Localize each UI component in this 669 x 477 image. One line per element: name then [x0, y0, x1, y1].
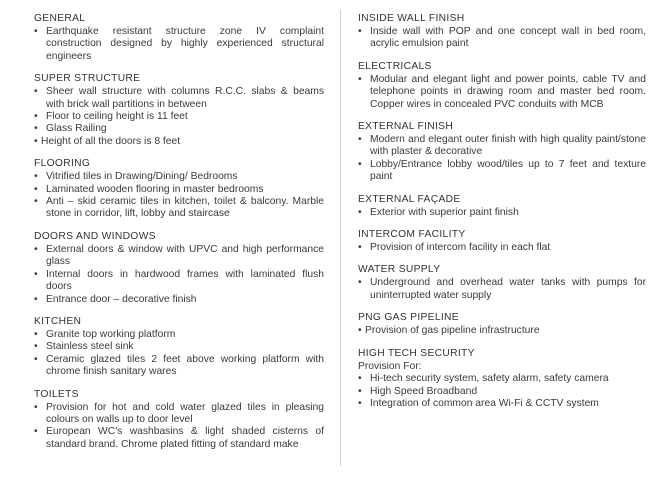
- list-item: • Granite top working platform: [34, 328, 176, 340]
- bullet-icon: •: [34, 196, 38, 208]
- bullet-icon: •: [358, 242, 362, 254]
- list-item: • European WC's washbasins & light shaded cisterns of standard brand. Chrome plated fitting of standard make: [34, 426, 324, 450]
- bullet-icon: •: [34, 243, 38, 255]
- list-item: • Stainless steel sink: [34, 341, 134, 353]
- section-super-structure: [34, 72, 324, 148]
- section-title: FLOORING: [34, 158, 91, 170]
- section-title: GENERAL: [34, 13, 86, 24]
- list-item: • Inside wall with POP and one concept wall in bed room, acrylic emulsion paint: [358, 26, 646, 50]
- bullet-icon: •: [358, 277, 362, 289]
- list-item: • Underground and overhead water tanks with pumps for uninterrupted water supply: [358, 277, 646, 301]
- section-kitchen: [34, 315, 324, 379]
- section-external-facade: [358, 193, 646, 219]
- list-item: • Provision for hot and cold water glazed tiles in pleasing colours on walls up to door level: [34, 401, 324, 425]
- section-title: WATER SUPPLY: [358, 264, 441, 276]
- bullet-icon: •: [34, 401, 38, 413]
- section-general: [34, 12, 324, 63]
- section-electricals: [358, 60, 646, 111]
- bullet-icon: •: [34, 183, 38, 195]
- section-toilets: [34, 388, 324, 452]
- list-item: • Provision of intercom facility in each flat: [358, 242, 551, 254]
- bullet-icon: •: [358, 134, 362, 146]
- list-item: • Internal doors in hardwood frames with laminated flush doors: [34, 268, 324, 293]
- bullet-icon: •: [358, 206, 362, 218]
- list-item: • High Speed Broadband: [358, 385, 478, 397]
- bullet-icon: •: [34, 341, 38, 353]
- list-item: • Height of all the doors is 8 feet: [34, 135, 181, 147]
- bullet-icon: •: [358, 385, 362, 397]
- section-external-finish: [358, 120, 646, 184]
- section-title: INSIDE WALL FINISH: [358, 13, 465, 24]
- list-item: • Provision of gas pipeline infrastructure: [358, 325, 540, 337]
- section-title: ELECTRICALS: [358, 60, 432, 72]
- list-item: • Laminated wooden flooring in master bedrooms: [34, 183, 264, 195]
- section-subtitle: Provision For:: [358, 360, 422, 372]
- bullet-icon: •: [358, 373, 362, 385]
- list-item: • Modular and elegant light and power points, cable TV and telephone points in drawing room and master bed room. Copper wires in concealed PVC conduits with MCB: [358, 73, 646, 110]
- list-item: • Floor to ceiling height is 11 feet: [34, 111, 188, 123]
- list-item: • Hi-tech security system, safety alarm, safety camera: [358, 373, 609, 385]
- list-item: • Sheer wall structure with columns R.C.C. slabs & beams with brick wall partitions in between: [34, 86, 324, 110]
- section-title: EXTERNAL FINISH: [358, 121, 454, 133]
- section-water-supply: [358, 263, 646, 302]
- list-item: • Lobby/Entrance lobby wood/tiles up to 7 feet and texture paint: [358, 158, 646, 183]
- list-item: • Integration of common area Wi-Fi & CCTV system: [358, 398, 599, 409]
- bullet-icon: •: [34, 328, 38, 340]
- list-item: • Modern and elegant outer finish with high quality paint/stone with plaster & decorative: [358, 134, 646, 158]
- list-item: • Entrance door – decorative finish: [34, 293, 197, 305]
- section-high-tech-security: [358, 347, 646, 411]
- bullet-icon: •: [34, 426, 38, 438]
- column-divider: [340, 10, 341, 466]
- bullet-icon: •: [358, 73, 362, 85]
- bullet-icon: •: [34, 86, 38, 98]
- list-item: • External doors & window with UPVC and high performance glass: [34, 243, 324, 268]
- section-title: TOILETS: [34, 388, 79, 400]
- list-item: • Earthquake resistant structure zone IV complaint construction designed by highly experienced structural engineers: [34, 26, 324, 62]
- bullet-icon: •: [358, 26, 362, 37]
- bullet-icon: •: [358, 398, 362, 409]
- section-title: INTERCOM FACILITY: [358, 229, 466, 241]
- bullet-icon: •: [358, 158, 362, 170]
- section-title: HIGH TECH SECURITY: [358, 347, 475, 359]
- section-intercom-facility: [358, 228, 646, 254]
- section-title: SUPER STRUCTURE: [34, 73, 141, 85]
- right-column: [358, 12, 646, 419]
- list-item: • Ceramic glazed tiles 2 feet above working platform with chrome finish sanitary wares: [34, 353, 324, 378]
- bullet-icon: •: [34, 111, 38, 123]
- section-title: EXTERNAL FAÇADE: [358, 193, 461, 205]
- bullet-icon: •: [34, 293, 38, 305]
- section-title: DOORS AND WINDOWS: [34, 230, 156, 242]
- list-item: • Glass Railing: [34, 123, 107, 135]
- bullet-icon: •: [34, 268, 38, 280]
- section-flooring: [34, 157, 324, 221]
- list-item: • Anti – skid ceramic tiles in kitchen, toilet & balcony. Marble stone in corridor, lift, lobby and staircase: [34, 196, 324, 220]
- section-png-gas-pipeline: [358, 311, 646, 337]
- section-inside-wall-finish: [358, 12, 646, 51]
- list-item: • Exterior with superior paint finish: [358, 206, 519, 218]
- section-title: KITCHEN: [34, 315, 82, 327]
- section-doors-and-windows: [34, 230, 324, 306]
- bullet-icon: •: [34, 353, 38, 365]
- bullet-icon: •: [34, 171, 38, 183]
- bullet-icon: •: [34, 135, 38, 147]
- left-column: [34, 12, 324, 460]
- list-item: • Vitrified tiles in Drawing/Dining/ Bedrooms: [34, 171, 238, 183]
- bullet-icon: •: [34, 26, 38, 37]
- bullet-icon: •: [358, 325, 362, 337]
- section-title: PNG GAS PIPELINE: [358, 312, 459, 324]
- bullet-icon: •: [34, 123, 38, 135]
